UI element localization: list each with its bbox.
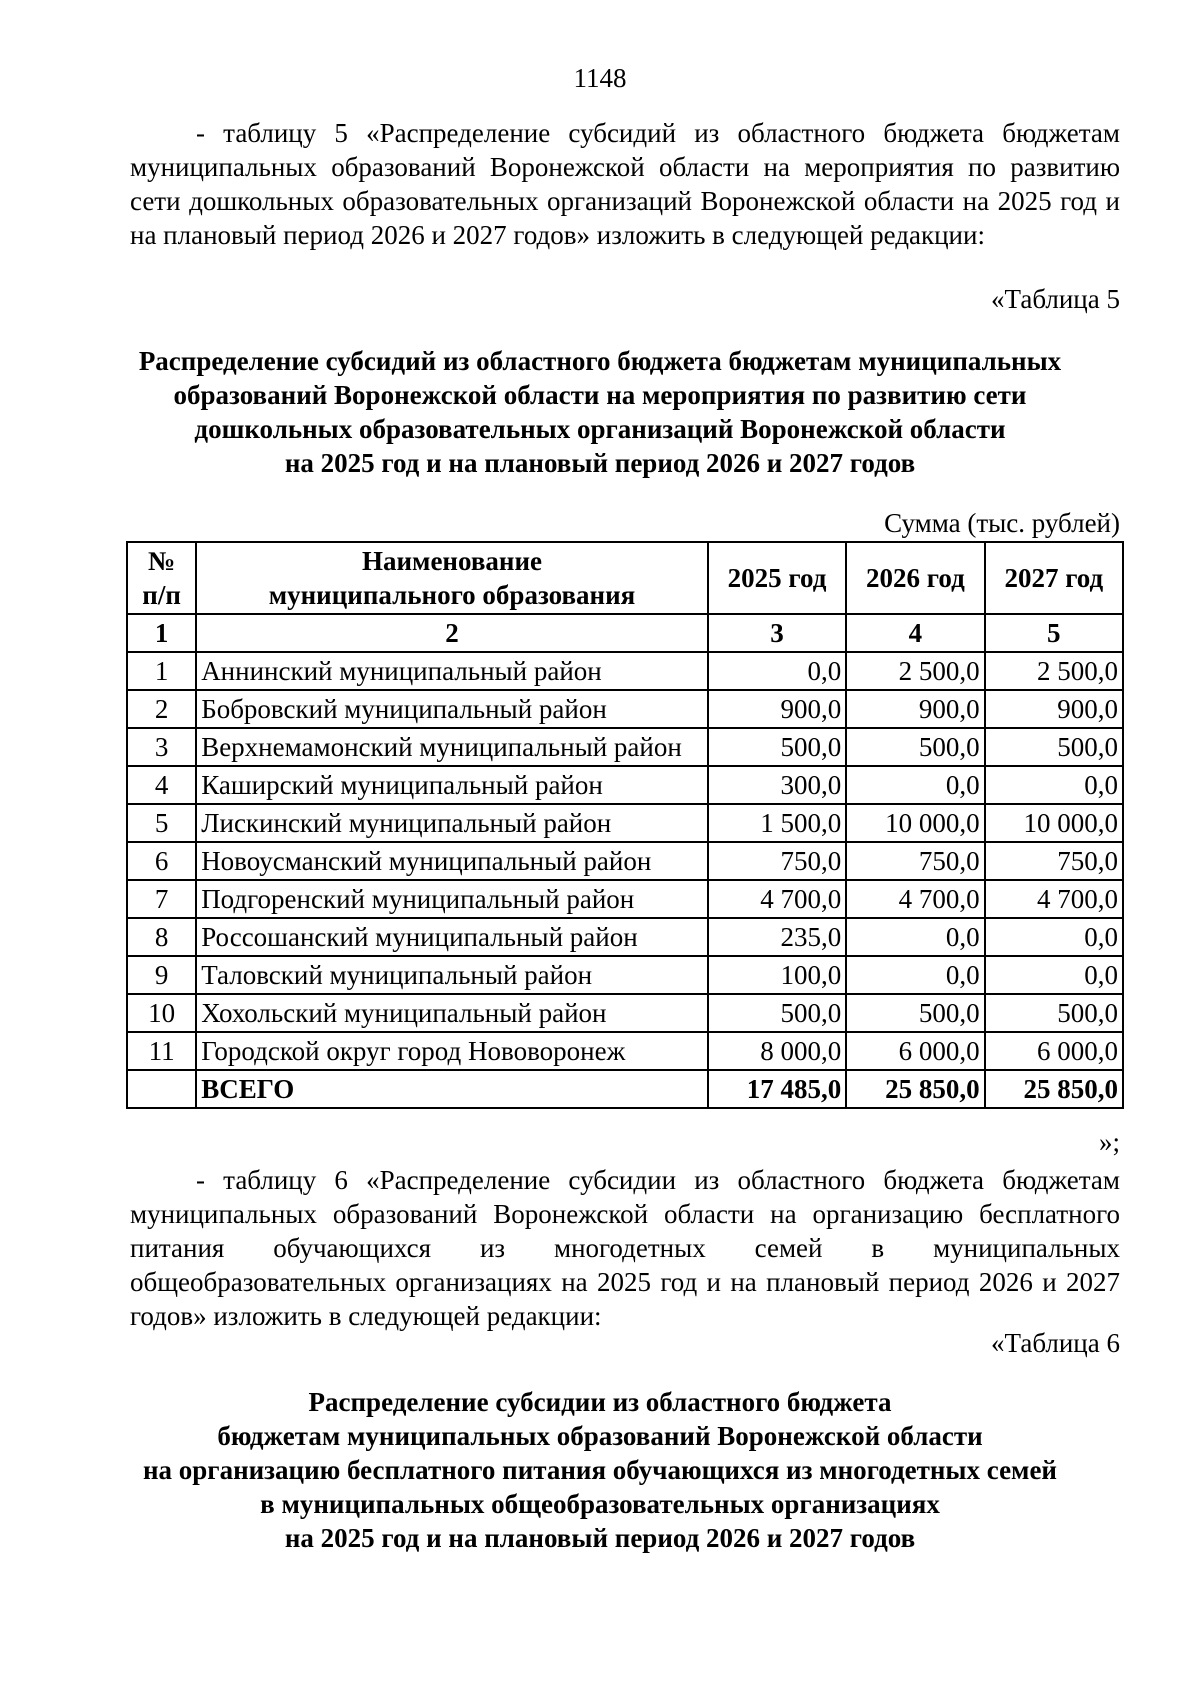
total-2026: 25 850,0 xyxy=(846,1070,984,1108)
row-value-2025: 0,0 xyxy=(708,652,846,690)
row-value-2027: 500,0 xyxy=(985,994,1123,1032)
row-name: Аннинский муниципальный район xyxy=(196,652,708,690)
table6-heading xyxy=(100,1385,1100,1555)
total-label: ВСЕГО xyxy=(196,1070,708,1108)
row-value-2025: 4 700,0 xyxy=(708,880,846,918)
row-value-2026: 4 700,0 xyxy=(846,880,984,918)
row-number: 4 xyxy=(127,766,196,804)
row-value-2025: 1 500,0 xyxy=(708,804,846,842)
row-value-2025: 235,0 xyxy=(708,918,846,956)
header-number-line1: № xyxy=(148,546,176,576)
row-name: Хохольский муниципальный район xyxy=(196,994,708,1032)
table-row xyxy=(127,690,1123,728)
row-value-2027: 2 500,0 xyxy=(985,652,1123,690)
row-value-2026: 750,0 xyxy=(846,842,984,880)
table-header-row xyxy=(127,542,1123,614)
row-value-2025: 300,0 xyxy=(708,766,846,804)
table-row xyxy=(127,1032,1123,1070)
row-value-2027: 750,0 xyxy=(985,842,1123,880)
row-name: Каширский муниципальный район xyxy=(196,766,708,804)
row-number: 10 xyxy=(127,994,196,1032)
header-name-line1: Наименование xyxy=(362,546,542,576)
row-value-2026: 500,0 xyxy=(846,994,984,1032)
row-value-2027: 6 000,0 xyxy=(985,1032,1123,1070)
header-2025: 2025 год xyxy=(708,542,846,614)
row-number: 11 xyxy=(127,1032,196,1070)
row-value-2026: 10 000,0 xyxy=(846,804,984,842)
column-number: 5 xyxy=(985,614,1123,652)
row-number: 6 xyxy=(127,842,196,880)
column-number-row xyxy=(127,614,1123,652)
column-number: 3 xyxy=(708,614,846,652)
second-paragraph: - таблицу 6 «Распределение субсидии из областного бюджета бюджетам муниципальных образований Воронежской области на организацию бесплатного питания обучающихся из многодетных семей в муниципальных общеобразовательных организациях на 2025 год и на плановый период 2026 и 2027 годов» изложить в следующей редакции: xyxy=(130,1165,1120,1331)
table-row xyxy=(127,880,1123,918)
row-value-2025: 8 000,0 xyxy=(708,1032,846,1070)
table6-label: «Таблица 6 xyxy=(991,1328,1120,1358)
total-2025: 17 485,0 xyxy=(708,1070,846,1108)
column-number: 4 xyxy=(846,614,984,652)
row-value-2025: 100,0 xyxy=(708,956,846,994)
row-number: 1 xyxy=(127,652,196,690)
column-number: 1 xyxy=(127,614,196,652)
row-value-2026: 900,0 xyxy=(846,690,984,728)
table6-heading-line: на 2025 год и на плановый период 2026 и 2027 годов xyxy=(284,1523,916,1553)
row-value-2026: 6 000,0 xyxy=(846,1032,984,1070)
row-name: Бобровский муниципальный район xyxy=(196,690,708,728)
row-number: 2 xyxy=(127,690,196,728)
row-name: Лискинский муниципальный район xyxy=(196,804,708,842)
row-value-2026: 0,0 xyxy=(846,918,984,956)
row-value-2025: 500,0 xyxy=(708,728,846,766)
closing-quote: »; xyxy=(1098,1127,1120,1157)
row-value-2027: 0,0 xyxy=(985,956,1123,994)
header-number xyxy=(127,542,196,614)
row-value-2026: 0,0 xyxy=(846,766,984,804)
table5-heading-line: образований Воронежской области на мероприятия по развитию сети xyxy=(173,380,1027,410)
row-value-2027: 900,0 xyxy=(985,690,1123,728)
total-row xyxy=(127,1070,1123,1108)
row-value-2027: 0,0 xyxy=(985,918,1123,956)
header-2026: 2026 год xyxy=(846,542,984,614)
row-value-2025: 500,0 xyxy=(708,994,846,1032)
row-number: 5 xyxy=(127,804,196,842)
table6-heading-line: Распределение субсидии из областного бюджета xyxy=(308,1387,892,1417)
table-row xyxy=(127,994,1123,1032)
table-row xyxy=(127,728,1123,766)
row-value-2025: 900,0 xyxy=(708,690,846,728)
row-value-2027: 500,0 xyxy=(985,728,1123,766)
header-2027: 2027 год xyxy=(985,542,1123,614)
row-value-2027: 0,0 xyxy=(985,766,1123,804)
unit-note: Сумма (тыс. рублей) xyxy=(884,508,1120,538)
table5-heading xyxy=(100,344,1100,480)
row-name: Новоусманский муниципальный район xyxy=(196,842,708,880)
row-value-2026: 500,0 xyxy=(846,728,984,766)
table-row xyxy=(127,956,1123,994)
row-value-2026: 2 500,0 xyxy=(846,652,984,690)
table-row xyxy=(127,652,1123,690)
table6-heading-line: бюджетам муниципальных образований Воронежской области xyxy=(217,1421,983,1451)
row-name: Верхнемамонский муниципальный район xyxy=(196,728,708,766)
row-name: Таловский муниципальный район xyxy=(196,956,708,994)
table-row xyxy=(127,766,1123,804)
row-number: 3 xyxy=(127,728,196,766)
header-name xyxy=(196,542,708,614)
page-number: 1148 xyxy=(573,63,627,93)
total-2027: 25 850,0 xyxy=(985,1070,1123,1108)
row-number: 7 xyxy=(127,880,196,918)
table5-heading-line: на 2025 год и на плановый период 2026 и 2027 годов xyxy=(284,448,916,478)
row-value-2027: 10 000,0 xyxy=(985,804,1123,842)
table-row xyxy=(127,918,1123,956)
row-value-2026: 0,0 xyxy=(846,956,984,994)
table5-label: «Таблица 5 xyxy=(991,284,1120,314)
column-number: 2 xyxy=(196,614,708,652)
table-row xyxy=(127,804,1123,842)
table5-heading-line: дошкольных образовательных организаций Воронежской области xyxy=(194,414,1006,444)
row-name: Россошанский муниципальный район xyxy=(196,918,708,956)
table6-heading-line: в муниципальных общеобразовательных организациях xyxy=(260,1489,940,1519)
subsidy-table xyxy=(126,541,1124,1109)
header-name-line2: муниципального образования xyxy=(268,580,636,610)
row-name: Подгоренский муниципальный район xyxy=(196,880,708,918)
table6-heading-line: на организацию бесплатного питания обучающихся из многодетных семей xyxy=(142,1455,1057,1485)
row-name: Городской округ город Нововоронеж xyxy=(196,1032,708,1070)
total-blank-cell xyxy=(127,1070,196,1108)
row-number: 9 xyxy=(127,956,196,994)
table-row xyxy=(127,842,1123,880)
row-value-2025: 750,0 xyxy=(708,842,846,880)
header-number-line2: п/п xyxy=(142,580,181,610)
row-value-2027: 4 700,0 xyxy=(985,880,1123,918)
table5-heading-line: Распределение субсидий из областного бюджета бюджетам муниципальных xyxy=(138,346,1062,376)
intro-paragraph: - таблицу 5 «Распределение субсидий из областного бюджета бюджетам муниципальных образований Воронежской области на мероприятия по развитию сети дошкольных образовательных организаций Воронежской области на 2025 год и на плановый период 2026 и 2027 годов» изложить в следующей редакции: xyxy=(130,118,1120,250)
row-number: 8 xyxy=(127,918,196,956)
